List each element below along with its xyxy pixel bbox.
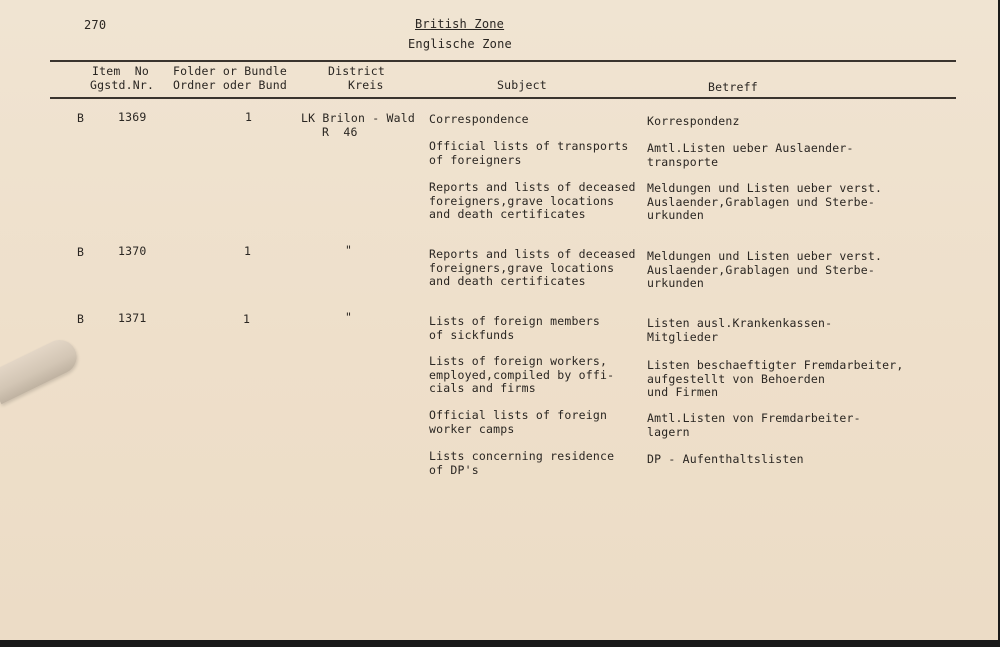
betreff-text: Listen beschaeftigter Fremdarbeiter, aufgestellt von Behoerden und Firmen (647, 358, 904, 399)
header-bottom-rule (50, 97, 956, 99)
entry-district-ditto: " (345, 310, 353, 324)
page-clip (0, 334, 82, 404)
betreff-text: Meldungen und Listen ueber verst. Auslaender,Grablagen und Sterbe- urkunden (647, 181, 883, 222)
subject-text: Official lists of transports of foreigners (429, 139, 629, 167)
subject-text: Correspondence (429, 112, 529, 126)
entry-folder: 1 (243, 312, 251, 326)
entry-letter: B (77, 312, 85, 326)
subject-text: Lists of foreign workers, employed,compiled by offi- cials and firms (429, 354, 615, 395)
betreff-text: Listen ausl.Krankenkassen- Mitglieder (647, 316, 833, 344)
entry-letter: B (77, 245, 85, 259)
header-top-rule (50, 60, 956, 62)
entry-district-code: R 46 (322, 125, 358, 139)
entry-number: 1371 (118, 311, 147, 325)
entry-folder: 1 (245, 110, 253, 124)
betreff-text: Amtl.Listen von Fremdarbeiter- lagern (647, 411, 861, 439)
header-betreff: Betreff (708, 80, 758, 94)
zone-title-de: Englische Zone (408, 37, 512, 51)
header-kreis: Kreis (348, 78, 384, 92)
betreff-text: Meldungen und Listen ueber verst. Auslaender,Grablagen und Sterbe- urkunden (647, 249, 883, 290)
betreff-text: Korrespondenz (647, 114, 740, 128)
subject-text: Lists concerning residence of DP's (429, 449, 615, 477)
header-district: District (328, 64, 385, 78)
zone-title-en: British Zone (415, 17, 505, 31)
header-ordner: Ordner oder Bund (173, 78, 287, 92)
entry-district: LK Brilon - Wald (301, 111, 415, 125)
page-number: 270 (84, 18, 107, 32)
entry-letter: B (77, 111, 85, 125)
betreff-text: DP - Aufenthaltslisten (647, 452, 804, 466)
entry-number: 1370 (118, 244, 147, 258)
entry-number: 1369 (118, 110, 147, 124)
subject-text: Reports and lists of deceased foreigners,grave locations and death certificates (429, 247, 636, 288)
header-subject: Subject (497, 78, 547, 92)
scan-bottom-edge (0, 640, 1000, 647)
entry-district-ditto: " (345, 243, 353, 257)
entry-folder: 1 (244, 244, 252, 258)
subject-text: Lists of foreign members of sickfunds (429, 314, 600, 342)
header-ggstd-nr: Ggstd.Nr. (90, 78, 155, 92)
subject-text: Official lists of foreign worker camps (429, 408, 608, 436)
header-folder: Folder or Bundle (173, 64, 287, 78)
header-item-no: Item No (92, 64, 149, 78)
subject-text: Reports and lists of deceased foreigners,grave locations and death certificates (429, 180, 636, 221)
betreff-text: Amtl.Listen ueber Auslaender- transporte (647, 141, 854, 169)
